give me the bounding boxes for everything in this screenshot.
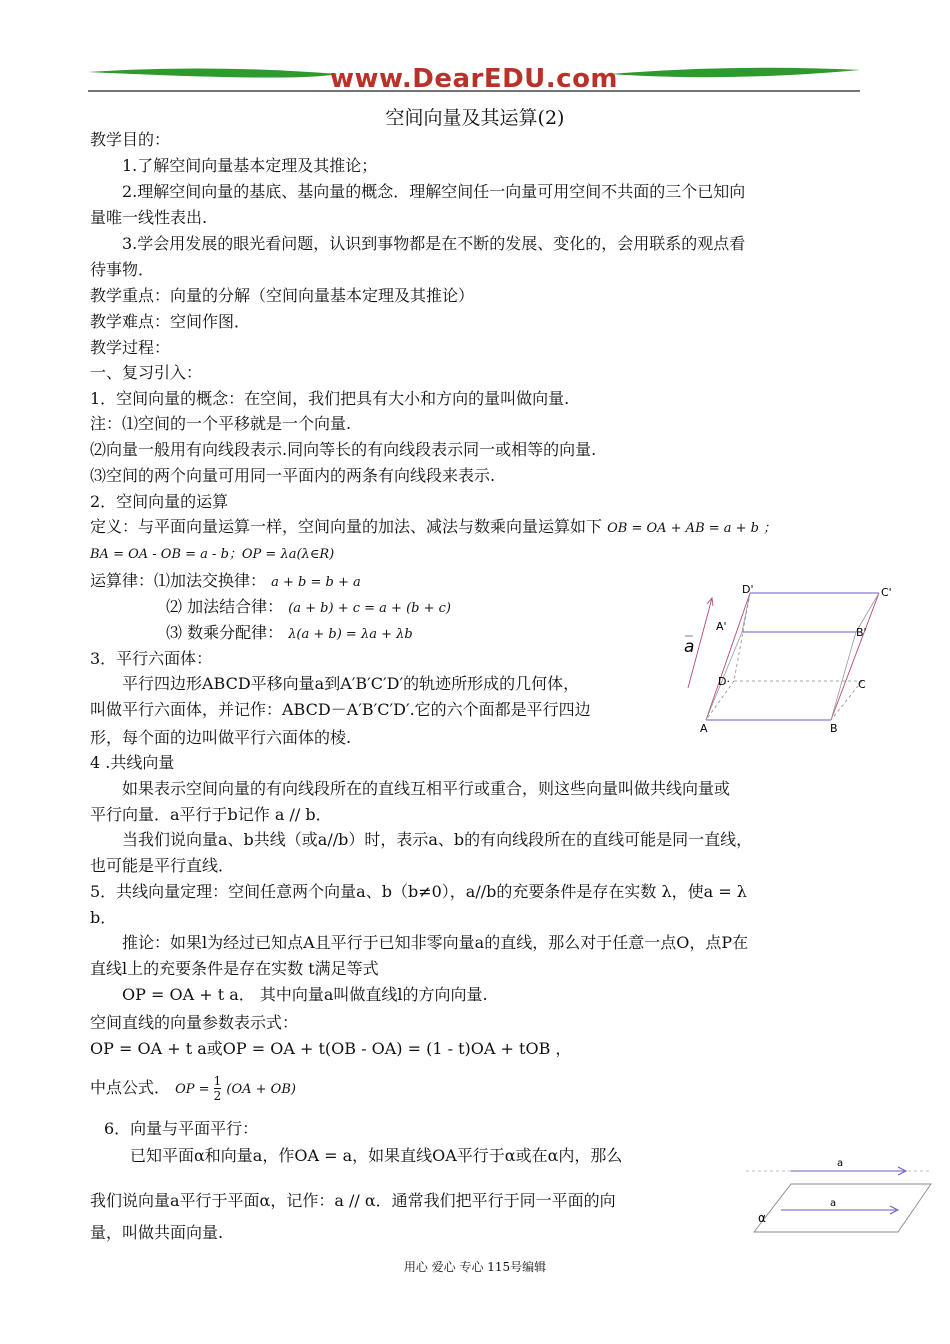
text-span: 运算律：⑴加法交换律： [90,571,267,590]
text-line: 我们说向量a平行于平面α，记作：a // α．通常我们把平行于同一平面的向 [90,1191,616,1210]
formula-midpoint-rhs: (OA + OB) [226,1082,296,1097]
text-line: 当我们说向量a、b共线（或a//b）时，表示a、b的有向线段所在的直线可能是同一直线， [122,830,753,849]
text-line: 教学过程： [90,338,171,357]
text-line: 注：⑴空间的一个平移就是一个向量. [90,414,352,433]
text-line: 1．空间向量的概念：在空间，我们把具有大小和方向的量叫做向量. [90,389,570,408]
text-line: 教学目的： [90,130,171,149]
formula-associative: (a + b) + c = a + (b + c) [288,601,451,616]
site-header [88,60,860,100]
text-line: 形，每个面的边叫做平行六面体的棱. [90,728,352,747]
text-line [166,622,413,646]
text-span: 定义：与平面向量运算一样，空间向量的加法、减法与数乘向量运算如下 [90,517,603,536]
parallelepiped-figure [676,580,916,740]
text-line: 一、复习引入： [90,363,203,382]
vector-label: a [684,637,695,657]
text-line: 4 .共线向量 [90,753,175,772]
text-line: 6．向量与平面平行： [104,1119,259,1138]
text-line: 5．共线向量定理：空间任意两个向量a、b（b≠0），a//b的充要条件是存在实数 λ，使a = λ [90,882,747,901]
text-line: 平行向量．a平行于b记作 a // b． [90,805,332,824]
vector-label: a [837,1158,844,1169]
text-line: 待事物． [90,260,155,279]
page-title: 空间向量及其运算(2) [385,107,565,129]
text-line: 3．平行六面体： [90,649,213,668]
site-logo-text: www.DearEDU.com [329,64,619,94]
fraction-numerator: 1 [213,1074,222,1088]
vertex-label: C [858,678,866,691]
text-line: 教学难点：空间作图． [90,312,251,331]
text-line: 也可能是平行直线． [90,856,235,875]
vertex-label: D' [742,583,754,596]
text-line: OP = OA + t a． 其中向量a叫做直线l的方向向量. [122,985,488,1004]
text-line [90,1074,296,1103]
formula-midpoint-lhs: OP = [175,1082,214,1097]
text-line: 2.理解空间向量的基底、基向量的概念．理解空间任一向量可用空间不共面的三个已知向 [122,182,746,201]
text-line: 量唯一线性表出. [90,208,208,227]
text-line [166,596,451,620]
text-line: 空间直线的向量参数表示式： [90,1013,299,1032]
text-span: ⑵ 加法结合律： [166,597,284,616]
formula-commutative: a + b = b + a [271,575,361,590]
text-span: ⑶ 数乘分配律： [166,623,284,642]
text-line: b． [90,908,117,927]
text-line [90,570,361,594]
formula-line-param: OP = OA + t a或OP = OA + t(OB - OA) = (1 - t)OA + tOB ， [90,1039,572,1058]
vertex-label: C' [881,586,892,599]
vertex-label: D· [718,675,730,688]
text-line: 1.了解空间向量基本定理及其推论； [122,156,378,175]
formula-subtraction: BA = OA - OB = a - b；OP = λa(λ∈R) [90,547,335,562]
text-line: 如果表示空间向量的有向线段所在的直线互相平行或重合，则这些向量叫做共线向量或 [122,779,731,798]
text-line: 量，叫做共面向量. [90,1223,224,1242]
text-line: ⑶空间的两个向量可用同一平面内的两条有向线段来表示. [90,466,496,485]
vector-plane-figure [746,1148,946,1238]
text-line [90,516,776,540]
page-footer: 用心 爱心 专心 115号编辑 [403,1260,547,1274]
text-line: 教学重点：向量的分解（空间向量基本定理及其推论） [90,286,475,305]
formula-vector-ops: OB = OA + AB = a + b ； [607,521,777,536]
vertex-label: B' [856,626,867,639]
plane-label: α [758,1211,766,1225]
text-line: 平行四边形ABCD平移向量a到A′B′C′D′的轨迹所形成的几何体， [122,674,580,693]
text-line: 推论：如果l为经过已知点A且平行于已知非零向量a的直线，那么对于任意一点O，点P在 [122,933,749,952]
text-line: 叫做平行六面体，并记作：ABCD－A′B′C′D′.它的六个面都是平行四边 [90,700,591,719]
text-line: 已知平面α和向量a，作OA = a，如果直线OA平行于α或在α内，那么 [130,1146,623,1165]
formula-distributive: λ(a + b) = λa + λb [288,627,413,642]
text-span: 中点公式． [90,1078,171,1097]
fraction [214,1074,222,1103]
text-line: 直线l上的充要条件是存在实数 t满足等式 [90,959,379,978]
text-line: 2．空间向量的运算 [90,492,229,511]
vertex-label: B [830,722,838,735]
fraction-denominator: 2 [213,1089,222,1103]
vector-label: a [830,1198,837,1209]
vertex-label: A [700,722,708,735]
text-line: ⑵向量一般用有向线段表示.同向等长的有向线段表示同一或相等的向量. [90,440,597,459]
vertex-label: A' [716,620,727,633]
text-line: 3.学会用发展的眼光看问题，认识到事物都是在不断的发展、变化的，会用联系的观点看 [122,234,746,253]
